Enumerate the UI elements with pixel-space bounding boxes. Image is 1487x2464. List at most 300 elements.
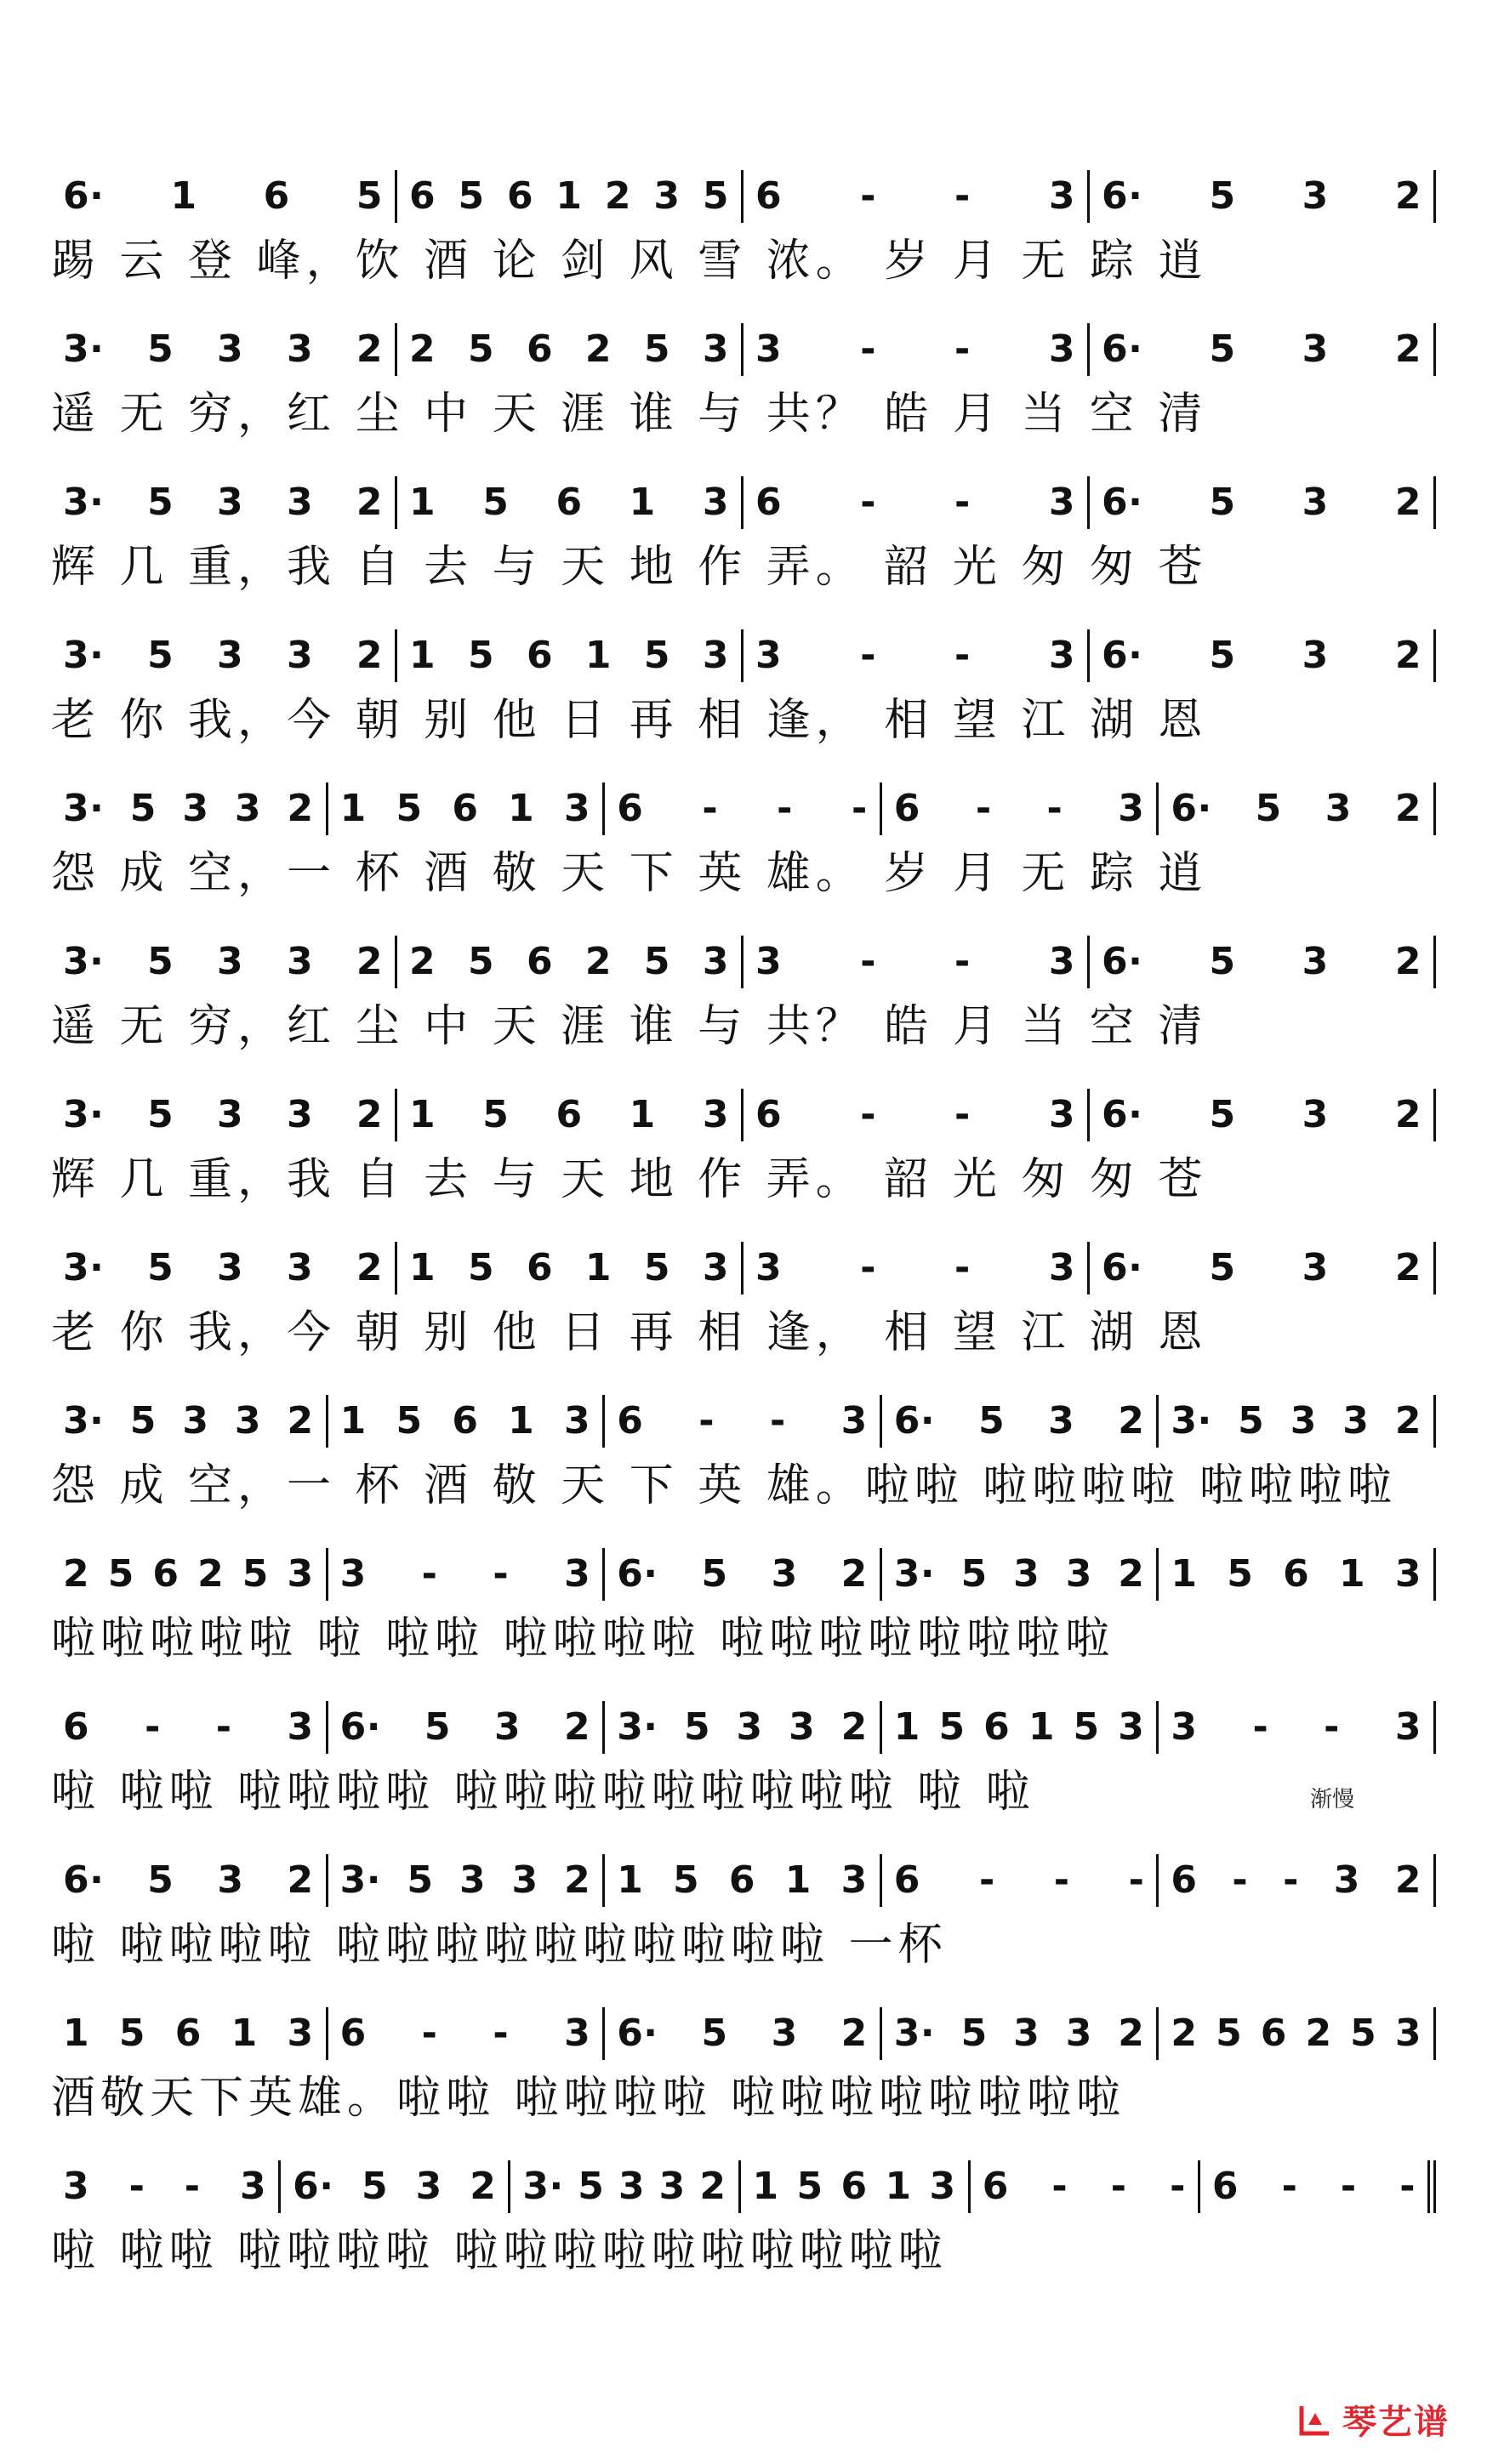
note: - (1283, 1858, 1299, 1902)
note: 5 (129, 1399, 157, 1443)
note: 2 (840, 1705, 868, 1749)
note: 1 (784, 1858, 812, 1902)
measure (1090, 1089, 1436, 1141)
note: 5 (643, 940, 670, 983)
note: - (954, 481, 971, 524)
measure (328, 1548, 606, 1601)
lyrics-row: 啦啦啦啦啦 啦 啦啦 啦啦啦啦 啦啦啦啦啦啦啦啦 (51, 1613, 1115, 1664)
note: 3 (511, 1858, 538, 1902)
note: 5 (147, 1858, 174, 1902)
note: - (1232, 1858, 1249, 1902)
note: 3 (1013, 1552, 1040, 1596)
measure (281, 2160, 510, 2213)
note: 1 (893, 1705, 920, 1749)
note: 3 (1118, 1705, 1145, 1749)
measure (882, 2007, 1159, 2060)
note: 6 (755, 1093, 783, 1136)
note: 2 (287, 1858, 314, 1902)
note: 3 (217, 1093, 244, 1136)
note: 2 (409, 327, 436, 371)
notation-row (51, 170, 1436, 223)
lyrics-row: 辉 几 重，我 自 去 与 天 地 作 弄。 韶 光 匆 匆 苍 (51, 541, 1208, 592)
note: 3· (63, 327, 105, 371)
notation-row (51, 323, 1436, 376)
note: 5 (467, 327, 495, 371)
measure (744, 476, 1090, 529)
notation-row (51, 2160, 1436, 2213)
note: 6 (555, 481, 583, 524)
note: 2 (584, 327, 612, 371)
note: 1 (885, 2165, 912, 2208)
score-system (51, 1854, 1436, 1973)
note: 3 (339, 1552, 367, 1596)
note: 6 (1171, 1858, 1198, 1902)
note: 3 (1048, 940, 1075, 983)
note: 5 (1209, 634, 1236, 677)
note: 5 (1209, 327, 1236, 371)
note: 1 (752, 2165, 779, 2208)
note: 5 (701, 2012, 728, 2055)
measure (744, 936, 1090, 988)
note: 3 (755, 1246, 783, 1289)
lyrics-row: 遥 无 穷，红 尘 中 天 涯 谁 与 共？ 皓 月 当 空 清 (51, 388, 1208, 439)
note: 5 (1255, 787, 1282, 830)
note: 6 (983, 1705, 1011, 1749)
note: 3 (1302, 174, 1329, 218)
note: 3 (1302, 634, 1329, 677)
measure (605, 1395, 882, 1448)
note: 2 (356, 1246, 383, 1289)
note: 2 (1394, 327, 1421, 371)
note: 3 (840, 1399, 868, 1443)
note: 5 (1209, 1246, 1236, 1289)
note: 6 (755, 481, 783, 524)
measure (1159, 782, 1436, 835)
note: 2 (63, 1552, 90, 1596)
note: 5 (129, 787, 157, 830)
note: 2 (1118, 1399, 1145, 1443)
note: 6 (506, 174, 534, 218)
note: 3 (415, 2165, 442, 2208)
measure (328, 1701, 606, 1754)
lyrics-row: 啦 啦啦 啦啦啦啦 啦啦啦啦啦啦啦啦啦 啦 啦 (51, 1766, 1035, 1817)
note: 3 (702, 481, 729, 524)
note: 6 (526, 940, 554, 983)
note: 2 (356, 327, 383, 371)
note: 2 (1118, 2012, 1145, 2055)
lyrics-row: 踢 云 登 峰，饮 酒 论 剑 风 雪 浓。 岁 月 无 踪 逍 (51, 235, 1208, 286)
note: 1 (1028, 1705, 1055, 1749)
note: 3 (287, 2012, 314, 2055)
note: 3 (1171, 1705, 1198, 1749)
note: 6· (293, 2165, 334, 2208)
note: 3 (240, 2165, 267, 2208)
note: 3 (1302, 940, 1329, 983)
note: 5 (1209, 481, 1236, 524)
measure (1090, 1242, 1436, 1295)
note: 1 (584, 1246, 612, 1289)
note: 1 (339, 787, 367, 830)
measure (397, 936, 744, 988)
note: 3 (286, 634, 314, 677)
measure (51, 1854, 328, 1907)
measure (397, 629, 744, 682)
score-system (51, 170, 1436, 289)
note: 2 (1118, 1552, 1145, 1596)
note: 1 (1338, 1552, 1366, 1596)
measure (744, 1089, 1090, 1141)
note: - (421, 1552, 438, 1596)
note: 3 (63, 2165, 90, 2208)
note: 1 (409, 1246, 436, 1289)
note: - (954, 940, 971, 983)
note: 3· (522, 2165, 564, 2208)
notation-row (51, 782, 1436, 835)
note: 3 (1302, 327, 1329, 371)
note: 5 (673, 1858, 700, 1902)
note: - (860, 940, 876, 983)
measure (882, 782, 1159, 835)
note: 1 (339, 1399, 367, 1443)
note: 1 (555, 174, 583, 218)
note: 3 (1048, 1246, 1075, 1289)
note: 2 (1394, 1399, 1421, 1443)
note: - (128, 2165, 145, 2208)
note: - (860, 174, 876, 218)
note: 6 (755, 174, 783, 218)
note: - (860, 1246, 876, 1289)
note: 3 (1394, 1552, 1421, 1596)
note: - (954, 174, 971, 218)
note: - (1110, 2165, 1127, 2208)
measure (744, 629, 1090, 682)
note: 2 (604, 174, 631, 218)
note: 3 (286, 940, 314, 983)
note: 5 (578, 2165, 605, 2208)
measure (1159, 1395, 1436, 1448)
measure (397, 476, 744, 529)
note: - (1324, 1705, 1340, 1749)
note: 1 (617, 1858, 644, 1902)
note: - (184, 2165, 201, 2208)
measure (971, 2160, 1200, 2213)
note: 5 (147, 1246, 174, 1289)
note: 6· (1102, 174, 1143, 218)
note: 3· (1171, 1399, 1212, 1443)
note: - (860, 481, 876, 524)
note: 5 (643, 327, 670, 371)
measure (882, 1548, 1159, 1601)
note: 3· (63, 634, 105, 677)
note: 3 (702, 940, 729, 983)
note: 5 (396, 1399, 423, 1443)
top-margin (0, 0, 1487, 170)
measure (882, 1854, 1159, 1907)
note: 3· (63, 1093, 105, 1136)
note: 1 (508, 787, 535, 830)
note: 5 (147, 481, 174, 524)
note: 5 (242, 1552, 269, 1596)
note: - (860, 634, 876, 677)
measure (51, 476, 397, 529)
note: 6· (339, 1705, 381, 1749)
note: 3 (286, 327, 314, 371)
measure (397, 170, 744, 223)
note: - (851, 787, 868, 830)
note: 5 (1209, 174, 1236, 218)
note: - (860, 327, 876, 371)
note: 3· (893, 2012, 936, 2055)
note: 5 (147, 634, 174, 677)
note: - (954, 327, 971, 371)
notation-row (51, 1701, 1436, 1754)
note: 1 (508, 1399, 535, 1443)
score-system (51, 1701, 1436, 1820)
note: 2 (356, 634, 383, 677)
measure (1200, 2160, 1436, 2213)
score-system (51, 936, 1436, 1055)
note: 3 (1302, 1093, 1329, 1136)
note: 3 (1342, 1399, 1370, 1443)
note: 2 (1171, 2012, 1198, 2055)
measure (51, 2007, 328, 2060)
note: 5 (482, 481, 510, 524)
note: 5 (1350, 2012, 1377, 2055)
note: 1 (170, 174, 197, 218)
notation-row (51, 1089, 1436, 1141)
measure (51, 629, 397, 682)
note: 6 (452, 1399, 479, 1443)
note: 1 (584, 634, 612, 677)
note: 2 (1394, 787, 1421, 830)
note: 6 (174, 2012, 202, 2055)
measure (397, 323, 744, 376)
note: 3 (618, 2165, 646, 2208)
note: 3 (1048, 327, 1075, 371)
note: 3 (771, 1552, 798, 1596)
score-system (51, 782, 1436, 902)
measure (744, 1242, 1090, 1295)
notation-row (51, 1548, 1436, 1601)
measure (605, 782, 882, 835)
note: 5 (147, 1093, 174, 1136)
site-logo (1296, 2395, 1450, 2444)
note: 5 (147, 327, 174, 371)
note: - (493, 1552, 510, 1596)
measure (1159, 1854, 1436, 1907)
note: - (954, 634, 971, 677)
note: 5 (978, 1399, 1006, 1443)
note: 6 (728, 1858, 756, 1902)
note: 5 (1209, 1093, 1236, 1136)
measure (328, 1395, 606, 1448)
note: 6 (893, 787, 920, 830)
note: 6· (1102, 634, 1143, 677)
note: 3 (564, 1399, 591, 1443)
note: 3 (286, 1093, 314, 1136)
measure (397, 1242, 744, 1295)
note: 3 (702, 327, 729, 371)
measure (328, 782, 606, 835)
note: - (698, 1399, 715, 1443)
note: - (1128, 1858, 1145, 1902)
note: 3 (287, 1705, 314, 1749)
note: 6· (1102, 481, 1143, 524)
note: 3 (459, 1858, 487, 1902)
note: 6 (263, 174, 290, 218)
note: 2 (1394, 1858, 1421, 1902)
note: 5 (1209, 940, 1236, 983)
note: 3 (286, 1246, 314, 1289)
measure (328, 2007, 606, 2060)
note: 6 (452, 787, 479, 830)
note: 6· (63, 174, 105, 218)
note: 6· (1171, 787, 1212, 830)
note: 5 (467, 634, 495, 677)
note: 3 (840, 1858, 868, 1902)
note: - (493, 2012, 510, 2055)
measure (51, 1395, 328, 1448)
note: 5 (147, 940, 174, 983)
note: 5 (107, 1552, 134, 1596)
note: 2 (287, 787, 314, 830)
score-system (51, 629, 1436, 748)
note: 3 (217, 1858, 244, 1902)
note: 3 (1065, 2012, 1092, 2055)
note: 3 (929, 2165, 956, 2208)
note: 3 (217, 327, 244, 371)
note: 2 (1394, 1246, 1421, 1289)
note: 6 (555, 1093, 583, 1136)
note: 2 (584, 940, 612, 983)
note: 2 (564, 1858, 591, 1902)
note: 5 (938, 1705, 966, 1749)
note: 2 (840, 2012, 868, 2055)
note: 6· (893, 1399, 936, 1443)
note: 3 (1302, 481, 1329, 524)
note: 3 (755, 940, 783, 983)
note: 5 (356, 174, 383, 218)
measure (605, 1701, 882, 1754)
note: 2 (1394, 481, 1421, 524)
note: 3 (1048, 1093, 1075, 1136)
note: 5 (482, 1093, 510, 1136)
note: 2 (409, 940, 436, 983)
note: 3· (893, 1552, 936, 1596)
note: 5 (362, 2165, 389, 2208)
measure (1159, 1701, 1436, 1754)
score-system (51, 1548, 1436, 1667)
note: - (860, 1093, 876, 1136)
note: 3 (1048, 634, 1075, 677)
note: - (1252, 1705, 1269, 1749)
note: 6 (526, 634, 554, 677)
note: 5 (1073, 1705, 1100, 1749)
score-system (51, 1395, 1436, 1514)
measure (51, 936, 397, 988)
note: 2 (356, 1093, 383, 1136)
lyrics-row: 啦 啦啦啦啦 啦啦啦啦啦啦啦啦啦啦 一杯 (51, 1919, 948, 1970)
measure (605, 1854, 882, 1907)
note: - (975, 787, 992, 830)
note: 2 (1305, 2012, 1332, 2055)
note: 5 (643, 1246, 670, 1289)
note: - (1051, 2165, 1068, 2208)
notation-row (51, 2007, 1436, 2060)
note: 3 (217, 1246, 244, 1289)
note: 3 (755, 634, 783, 677)
note: 6 (982, 2165, 1009, 2208)
note: 2 (356, 481, 383, 524)
note: 3 (1013, 2012, 1040, 2055)
measure (744, 170, 1090, 223)
note: - (769, 1399, 786, 1443)
note: 5 (118, 2012, 145, 2055)
note: 6 (1283, 1552, 1310, 1596)
measure (51, 1701, 328, 1754)
score-system (51, 1089, 1436, 1208)
measure (744, 323, 1090, 376)
notation-row (51, 1854, 1436, 1907)
measure (1090, 170, 1436, 223)
note: 2 (287, 1399, 314, 1443)
note: 3 (1048, 1399, 1075, 1443)
note: 5 (1227, 1552, 1254, 1596)
note: - (1053, 1858, 1070, 1902)
note: 3 (182, 1399, 209, 1443)
measure (510, 2160, 740, 2213)
note: 5 (407, 1858, 434, 1902)
lyrics-row: 怨 成 空，一 杯 酒 敬 天 下 英 雄。啦啦 啦啦啦啦 啦啦啦啦 (51, 1460, 1397, 1511)
note: 6 (1260, 2012, 1287, 2055)
measure (605, 2007, 882, 2060)
note: 2 (1394, 940, 1421, 983)
note: 1 (1171, 1552, 1198, 1596)
note: 2 (1394, 1093, 1421, 1136)
note: 5 (1238, 1399, 1265, 1443)
note: 5 (396, 787, 423, 830)
note: 3· (617, 1705, 658, 1749)
note: 6· (63, 1858, 105, 1902)
note: 2 (356, 940, 383, 983)
note: 3 (702, 1246, 729, 1289)
note: - (1170, 2165, 1186, 2208)
notation-row (51, 1395, 1436, 1448)
note: 3 (702, 634, 729, 677)
measure (1090, 629, 1436, 682)
note: 1 (409, 481, 436, 524)
note: 5 (960, 1552, 988, 1596)
note: 5 (458, 174, 485, 218)
lyrics-row: 怨 成 空，一 杯 酒 敬 天 下 英 雄。 岁 月 无 踪 逍 (51, 847, 1208, 898)
lyrics-row: 辉 几 重，我 自 去 与 天 地 作 弄。 韶 光 匆 匆 苍 (51, 1153, 1208, 1204)
note: 6 (152, 1552, 179, 1596)
note: - (1340, 2165, 1357, 2208)
notation-row (51, 936, 1436, 988)
note: 2 (699, 2165, 726, 2208)
note: 3 (653, 174, 681, 218)
note: - (702, 787, 719, 830)
note: 3 (287, 1552, 314, 1596)
note: 3· (63, 787, 105, 830)
note: 3 (234, 1399, 262, 1443)
note: 5 (424, 1705, 452, 1749)
note: 2 (564, 1705, 591, 1749)
score-system (51, 323, 1436, 442)
score-system (51, 1242, 1436, 1361)
note: 6· (1102, 1093, 1143, 1136)
lyrics-row: 遥 无 穷，红 尘 中 天 涯 谁 与 共？ 皓 月 当 空 清 (51, 1000, 1208, 1051)
